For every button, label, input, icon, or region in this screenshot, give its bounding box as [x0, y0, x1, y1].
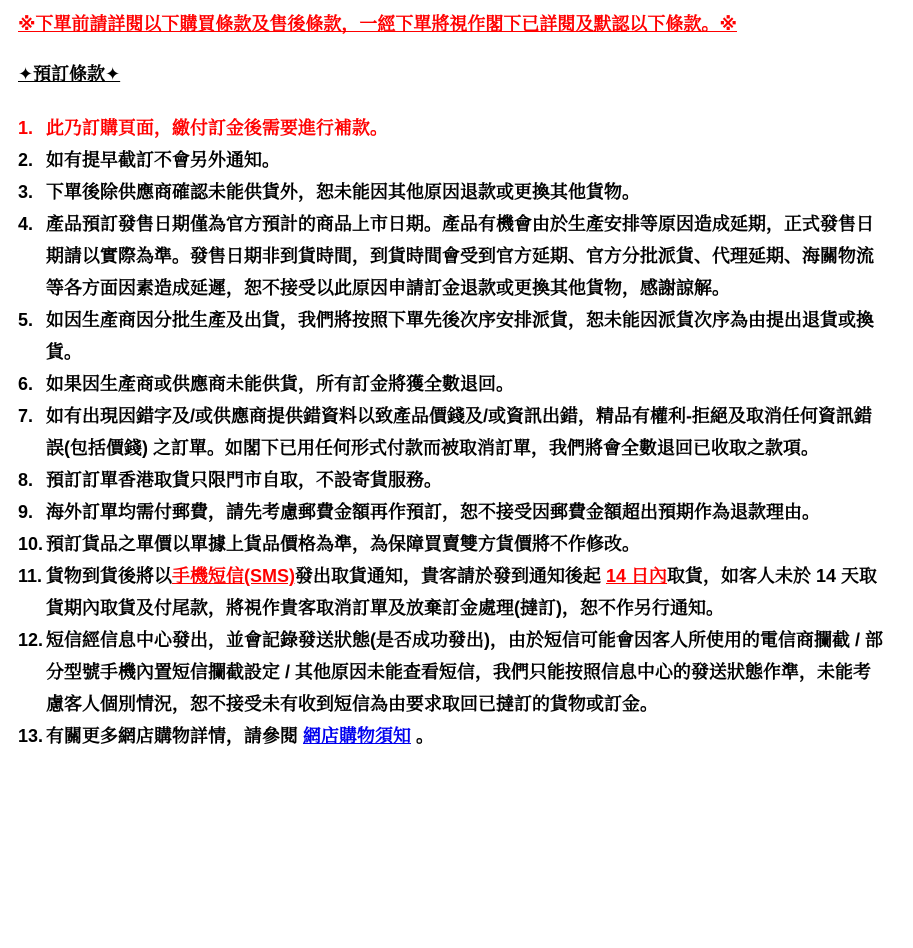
- term-number: 6.: [18, 374, 34, 394]
- term-item: [18, 176, 893, 208]
- text-segment: 如有出現因錯字及/或供應商提供錯資料以致產品價錢及/或資訊出錯，精品有權利-拒絕及取消任何資訊錯誤(包括價錢) 之訂單。如閣下已用任何形式付款而被取消訂單，我們將會全數退回已收取之款項。: [46, 406, 872, 458]
- term-text: [46, 368, 893, 400]
- term-number: 4.: [18, 214, 34, 234]
- term-text: [46, 400, 893, 464]
- text-segment: 預訂訂單香港取貨只限門市自取，不設寄貨服務。: [46, 470, 442, 490]
- term-number: 9.: [18, 502, 34, 522]
- highlighted-text: 手機短信(SMS): [172, 566, 295, 586]
- text-segment: 此乃訂購頁面，繳付訂金後需要進行補款。: [46, 118, 388, 138]
- term-number: 10.: [18, 534, 44, 554]
- term-number: 7.: [18, 406, 34, 426]
- term-text: [46, 464, 893, 496]
- text-segment: 產品預訂發售日期僅為官方預計的商品上市日期。產品有機會由於生產安排等原因造成延期，正式發售日期請以實際為準。發售日期非到貨時間，到貨時間會受到官方延期、官方分批派貨、代理延期、海關物流等各方面因素造成延遲，恕不接受以此原因申請訂金退款或更換其他貨物，感謝諒解。: [46, 214, 874, 298]
- text-segment: 下單後除供應商確認未能供貨外，恕未能因其他原因退款或更換其他貨物。: [46, 182, 640, 202]
- term-text: [46, 720, 893, 752]
- highlighted-text: 14 日內: [606, 566, 668, 586]
- text-segment: 發出取貨通知，貴客請於發到通知後起: [295, 566, 606, 586]
- text-segment: 貨物到貨後將以: [46, 566, 172, 586]
- term-item: [18, 112, 893, 144]
- term-text: [46, 624, 893, 720]
- term-item: [18, 560, 893, 624]
- term-item: [18, 368, 893, 400]
- term-item: [18, 496, 893, 528]
- term-text: [46, 560, 893, 624]
- text-segment: 預訂貨品之單價以單據上貨品價格為準，為保障買賣雙方貨價將不作修改。: [46, 534, 640, 554]
- term-text: [46, 304, 893, 368]
- section-heading-preorder-terms: ✦預訂條款✦: [18, 64, 121, 84]
- shop-guide-link[interactable]: 網店購物須知: [303, 726, 411, 746]
- term-item: [18, 144, 893, 176]
- term-item: [18, 208, 893, 304]
- term-number: 3.: [18, 182, 34, 202]
- text-segment: 如有提早截訂不會另外通知。: [46, 150, 280, 170]
- term-item: [18, 528, 893, 560]
- text-segment: 如因生產商因分批生產及出貨，我們將按照下單先後次序安排派貨，恕未能因派貨次序為由提出退貨或換貨。: [46, 310, 874, 362]
- term-text: [46, 528, 893, 560]
- term-number: 8.: [18, 470, 34, 490]
- term-item: [18, 624, 893, 720]
- text-segment: 海外訂單均需付郵費，請先考慮郵費金額再作預訂，恕不接受因郵費金額超出預期作為退款理由。: [46, 502, 820, 522]
- term-text: [46, 176, 893, 208]
- term-item: [18, 400, 893, 464]
- text-segment: 有關更多網店購物詳情，請參閱: [46, 726, 303, 746]
- text-segment: 短信經信息中心發出，並會記錄發送狀態(是否成功發出)，由於短信可能會因客人所使用的電信商攔截 / 部分型號手機內置短信攔截設定 / 其他原因未能查看短信，我們只能按照信息中心的發送狀態作準，未能考慮客人個別情況，恕不接受未有收到短信為由要求取回已撻訂的貨物或訂金。: [46, 630, 883, 714]
- term-item: [18, 464, 893, 496]
- term-item: [18, 720, 893, 752]
- term-text: [46, 496, 893, 528]
- term-number: 5.: [18, 310, 34, 330]
- term-text: [46, 144, 893, 176]
- term-number: 12.: [18, 630, 44, 650]
- term-item: [18, 304, 893, 368]
- term-number: 11.: [18, 566, 43, 586]
- term-number: 1.: [18, 118, 34, 138]
- terms-list: [18, 112, 893, 752]
- term-number: 2.: [18, 150, 34, 170]
- text-segment: 。: [411, 726, 435, 746]
- term-text: [46, 208, 893, 304]
- term-number: 13.: [18, 726, 44, 746]
- page-title: ※下單前請詳閱以下購買條款及售後條款，一經下單將視作閣下已詳閱及默認以下條款。※: [18, 14, 737, 34]
- text-segment: 如果因生產商或供應商未能供貨，所有訂金將獲全數退回。: [46, 374, 514, 394]
- text-segment: 取貨，如客人未於 14 天取貨期內取貨及付尾款，將視作貴客取消訂單及放棄訂金處理(撻訂)，恕不作另行通知。: [46, 566, 878, 618]
- term-text: [46, 112, 893, 144]
